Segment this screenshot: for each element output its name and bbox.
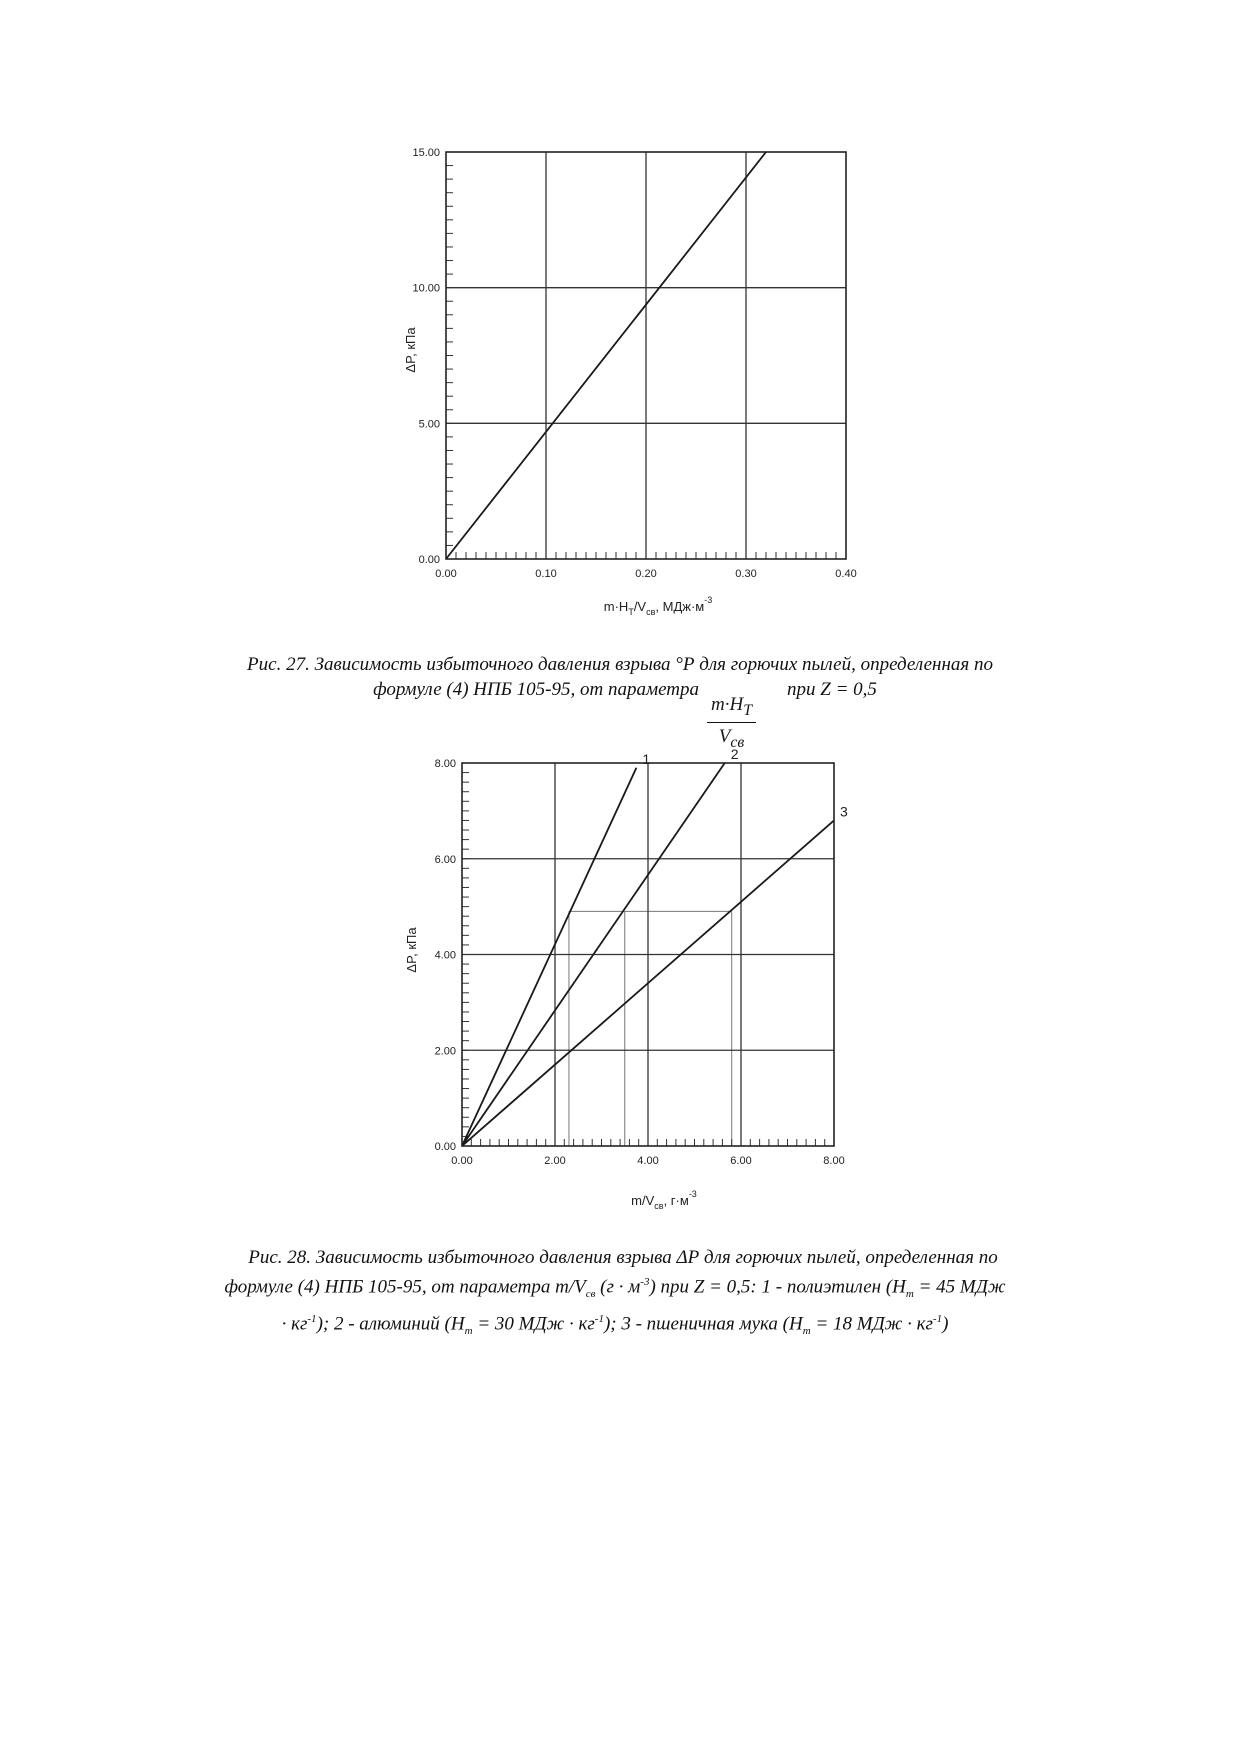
caption-fig27-line2: формуле (4) НПБ 105-95, от параметра при Z = 0,5 <box>373 679 877 700</box>
delta-symbol: ° <box>675 654 683 675</box>
caption-fig28-line2: формуле (4) НПБ 105-95, от параметра $m/V_{св}$ $(г \cdot м^{-3})$ при Z = 0,5: 1 - полиэтилен ($Н_т = 45$ МДж <box>224 1276 1006 1301</box>
x-tick-label: 0.00 <box>451 1155 473 1167</box>
fraction-numerator: $m\cdot H_T$ <box>707 694 756 723</box>
series-line-1 <box>462 768 636 1146</box>
y-axis-label: ΔP, кПа <box>404 927 419 973</box>
x-tick-label: 6.00 <box>730 1155 752 1167</box>
y-tick-label: 5.00 <box>418 418 440 431</box>
guide-lines <box>569 911 732 1146</box>
caption-fig27-line1: Рис. 27. Зависимость избыточного давления взрыва °Р для горючих пылей, определенная по <box>247 654 993 675</box>
caption-fig28-line3: · $кг^{-1}$); 2 - алюминий ($Н_т = 30$ МДж · $кг^{-1}$); 3 - пшеничная мука ($Н_т = 18$ МДж · $кг^{-1}$) <box>281 1313 949 1338</box>
y-tick-label: 15.00 <box>412 147 440 159</box>
x-tick-label: 8.00 <box>823 1155 845 1167</box>
y-axis-label: ΔP, кПа <box>403 327 418 373</box>
y-tick-label: 6.00 <box>434 853 456 866</box>
series-label: 1 <box>642 750 651 767</box>
y-tick-label: 2.00 <box>434 1045 456 1058</box>
y-tick-labels <box>435 758 456 1153</box>
x-tick-labels <box>451 1155 844 1167</box>
y-tick-label: 0.00 <box>418 554 440 566</box>
caption-fig28 <box>170 1245 1060 1344</box>
x-tick-label: 0.30 <box>735 568 757 580</box>
minor-ticks <box>462 773 825 1146</box>
series-label: 3 <box>840 803 848 820</box>
x-tick-label: 0.00 <box>435 568 457 580</box>
series-label: 2 <box>730 746 739 762</box>
x-tick-label: 4.00 <box>637 1155 659 1167</box>
y-tick-label: 0.00 <box>434 1141 456 1153</box>
x-axis-label: $m/V_{св}$, $г\cdot м^{-3}$ <box>631 1189 697 1211</box>
y-tick-label: 4.00 <box>434 949 456 962</box>
x-tick-label: 2.00 <box>544 1155 566 1167</box>
x-tick-label: 0.10 <box>535 568 557 580</box>
series-labels <box>642 746 848 819</box>
caption-fig28-line1: Рис. 28. Зависимость избыточного давления взрыва ΔР для горючих пылей, определенная по <box>248 1247 998 1268</box>
x-axis-label: $m\cdot H_T/V_{св}$, $МДж\cdot м^{-3}$ <box>603 595 713 617</box>
y-tick-label: 10.00 <box>412 282 440 295</box>
y-tick-label: 8.00 <box>434 758 456 770</box>
x-tick-label: 0.20 <box>635 568 657 580</box>
x-tick-label: 0.40 <box>835 568 857 580</box>
fraction-denominator: $V_{св}$ <box>718 725 745 751</box>
grid <box>462 763 834 1146</box>
